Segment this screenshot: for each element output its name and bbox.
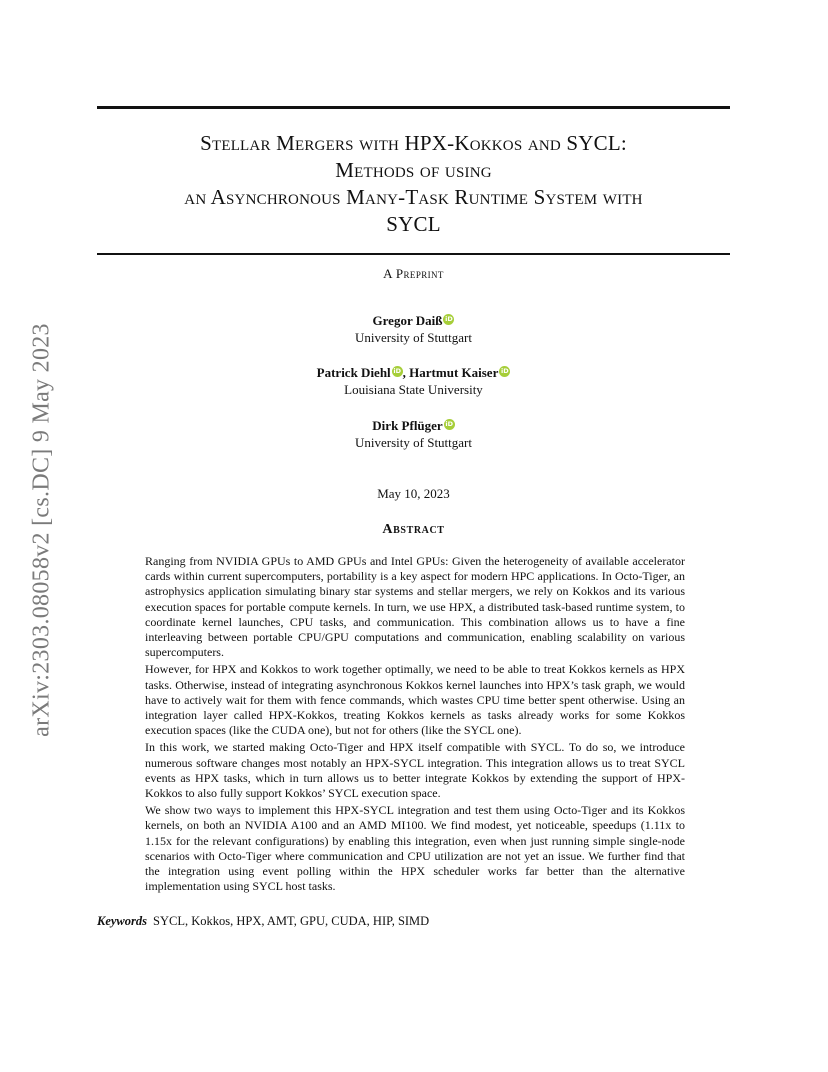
keywords-label: Keywords (97, 914, 147, 928)
orcid-icon[interactable]: iD (393, 367, 401, 375)
title-line-4: SYCL (386, 212, 441, 236)
keywords-line (97, 914, 429, 929)
author-name: Hartmut Kaiser (409, 365, 499, 380)
preprint-label: A Preprint (383, 266, 444, 281)
title-line-3: an Asynchronous Many-Task Runtime System with (184, 185, 643, 209)
author-block-1 (97, 312, 730, 346)
author-affiliation: University of Stuttgart (355, 330, 472, 345)
author-affiliation: University of Stuttgart (355, 435, 472, 450)
author-affiliation: Louisiana State University (344, 382, 483, 397)
abstract-body (145, 554, 685, 896)
author-block-3 (97, 417, 730, 451)
title-bottom-rule (97, 253, 730, 255)
title-line-2: Methods of using (335, 158, 492, 182)
title-top-rule (97, 106, 730, 109)
title-line-1: Stellar Mergers with HPX-Kokkos and SYCL: (200, 131, 627, 155)
orcid-icon[interactable]: iD (445, 420, 454, 428)
orcid-icon[interactable]: iD (501, 367, 509, 375)
orcid-icon[interactable]: iD (445, 315, 453, 323)
author-name: Gregor Daiß (372, 313, 443, 328)
author-name: Dirk Pflüger (372, 418, 443, 433)
abstract-paragraph: In this work, we started making Octo-Tiger and HPX itself compatible with SYCL. To do so, we introduce numerous software changes most notably an HPX-SYCL integration. This integration allows us to treat SYCL events as HPX tasks, which in turn allows us to better integrate Kokkos by extending the support of HPX-Kokkos to also fully support Kokkos’ SYCL execution space. (145, 740, 685, 801)
author-name: Patrick Diehl (316, 365, 391, 380)
arxiv-sidebar-stamp (22, 300, 62, 760)
paper-title (97, 130, 730, 238)
keywords-text: SYCL, Kokkos, HPX, AMT, GPU, CUDA, HIP, SIMD (153, 914, 430, 928)
arxiv-identifier: arXiv:2303.08058v2 [cs.DC] 9 May 2023 (28, 323, 55, 737)
author-block-2: Patrick Diehl iD , Hartmut Kaiser iD Louisiana State University (97, 364, 730, 398)
abstract-paragraph: However, for HPX and Kokkos to work together optimally, we need to be able to treat Kokkos kernels as HPX tasks. Otherwise, instead of integrating asynchronous Kokkos kernel launches into HPX’s task graph, we would have to actively wait for them with fence commands, which wastes CPU time better spent otherwise. Using an integration layer called HPX-Kokkos, treating Kokkos kernels as tasks already works for some Kokkos execution spaces (like the CUDA one), but not for others (like the SYCL one). (145, 662, 685, 738)
abstract-paragraph: Ranging from NVIDIA GPUs to AMD GPUs and Intel GPUs: Given the heterogeneity of available accelerator cards within current supercomputers, portability is a key aspect for modern HPC applications. In Octo-Tiger, an astrophysics application simulating binary star systems and stellar mergers, we rely on Kokkos and its various execution spaces for portable compute kernels. In turn, we use HPX, a distributed task-based runtime system, to coordinate kernel launches, CPU tasks, and communication. This combination allows us to have a fine interleaving between portable CPU/GPU computations and communication, enabling scalability on various supercomputers. (145, 554, 685, 660)
abstract-paragraph: We show two ways to implement this HPX-SYCL integration and test them using Octo-Tiger and its Kokkos kernels, on both an NVIDIA A100 and an AMD MI100. We find modest, yet noticeable, speedups (1.11x to 1.15x for the relevant configurations) by enabling this integration, even when just running simple single-node scenarios with Octo-Tiger where communication and CPU utilization are not yet an issue. We further find that the integration using event polling within the HPX scheduler works far better than the alternative implementation using SYCL host tasks. (145, 803, 685, 894)
publication-date: May 10, 2023 (377, 486, 450, 501)
abstract-heading: Abstract (382, 522, 445, 537)
